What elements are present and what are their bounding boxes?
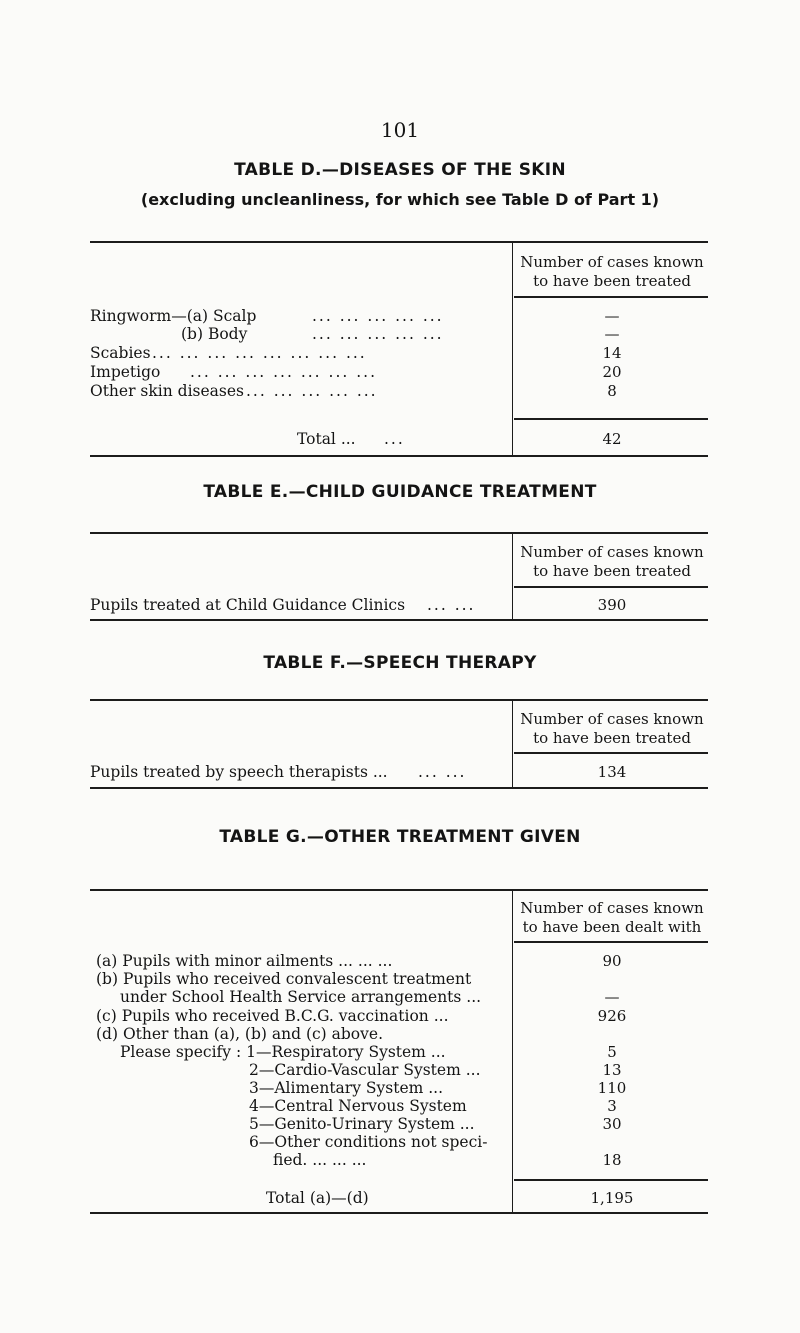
- table-g-header-rule: [514, 941, 708, 943]
- table-d-title: TABLE D.—DISEASES OF THE SKIN: [234, 160, 566, 180]
- table-d-bottom-rule: [90, 455, 708, 457]
- table-d-top-rule: [90, 241, 708, 243]
- table-e-column-header: Number of cases known to have been treated: [520, 543, 704, 580]
- table-g-column-header: Number of cases known to have been dealt with: [520, 899, 704, 936]
- table-f-title: TABLE F.—SPEECH THERAPY: [263, 653, 537, 673]
- table-g-top-rule: [90, 889, 708, 891]
- table-e-column-divider: [512, 532, 513, 620]
- table-e-top-rule: [90, 532, 708, 534]
- table-d-column-header: Number of cases known to have been treated: [520, 253, 704, 290]
- table-e-header-rule: [514, 586, 708, 588]
- table-e-bottom-rule: [90, 619, 708, 621]
- table-f-top-rule: [90, 699, 708, 701]
- table-f-bottom-rule: [90, 787, 708, 789]
- table-f-column-header: Number of cases known to have been treated: [520, 710, 704, 747]
- table-g-column-divider: [512, 889, 513, 1212]
- table-d-subtitle: (excluding uncleanliness, for which see Table D of Part 1): [140, 190, 660, 209]
- table-f-column-divider: [512, 699, 513, 788]
- table-g-title: TABLE G.—OTHER TREATMENT GIVEN: [219, 827, 581, 847]
- table-e-title: TABLE E.—CHILD GUIDANCE TREATMENT: [203, 482, 597, 502]
- table-d-column-divider: [512, 241, 513, 456]
- table-d-header-rule: [514, 296, 708, 298]
- page-number: 101: [380, 118, 420, 142]
- table-g-bottom-rule: [90, 1212, 708, 1214]
- table-g-total-rule: [514, 1179, 708, 1181]
- table-f-header-rule: [514, 752, 708, 754]
- table-d-total-rule: [514, 418, 708, 420]
